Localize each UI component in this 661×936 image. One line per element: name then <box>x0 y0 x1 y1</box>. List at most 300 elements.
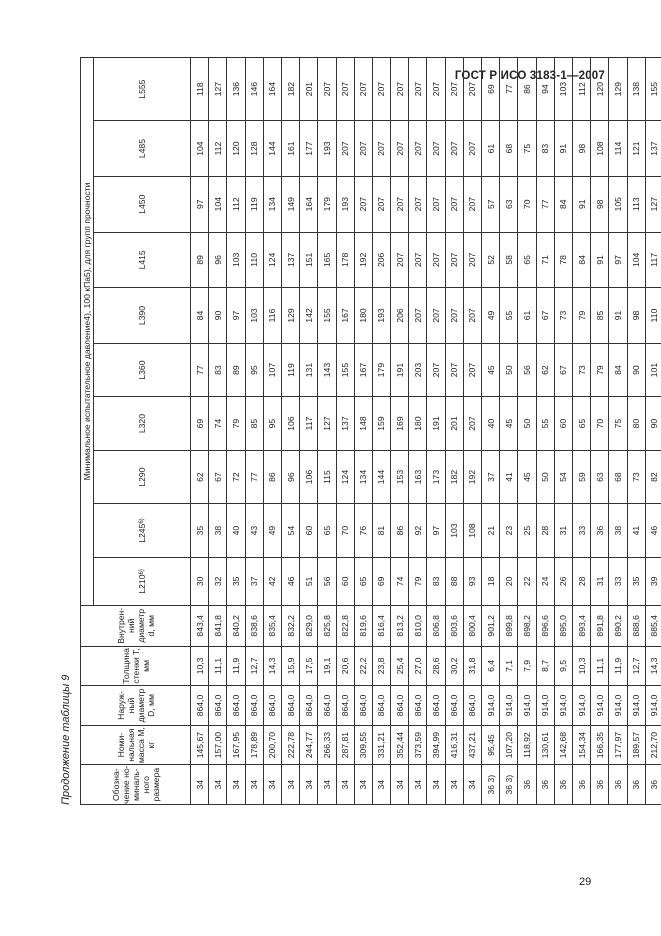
table-cell: 108 <box>591 121 609 177</box>
table-cell: 63 <box>591 450 609 504</box>
document-header: ГОСТ Р ИСО 3183-1—2007 <box>454 70 605 82</box>
table-cell: 97 <box>191 176 209 232</box>
header-designation: Обозна-чение но-миналь-ного размера <box>81 765 191 805</box>
table-cell: 11,9 <box>609 646 627 686</box>
table-cell: 825,8 <box>318 605 336 646</box>
table-cell: 34 <box>409 765 427 805</box>
table-cell: 103 <box>445 504 463 558</box>
table-cell: 864,0 <box>227 686 245 726</box>
table-cell: 77 <box>191 343 209 397</box>
table-cell: 34 <box>354 765 372 805</box>
table-cell: 62 <box>536 343 554 397</box>
table-cell: 207 <box>445 288 463 344</box>
table-cell: 206 <box>391 288 409 344</box>
table-cell: 192 <box>463 450 481 504</box>
table-cell: 898,2 <box>518 605 536 646</box>
table-cell: 117 <box>300 397 318 451</box>
table-cell: 153 <box>391 450 409 504</box>
table-cell: 164 <box>263 58 281 121</box>
table-cell: 178,89 <box>245 725 263 765</box>
table-cell: 36 3) <box>482 765 500 805</box>
table-cell: 60 <box>336 557 354 605</box>
table-cell: 67 <box>209 450 227 504</box>
table-cell: 437,21 <box>463 725 481 765</box>
table-cell: 129 <box>609 58 627 121</box>
table-cell: 73 <box>572 343 590 397</box>
table-cell: 65 <box>572 397 590 451</box>
table-cell: 207 <box>372 58 390 121</box>
table-row <box>609 58 627 805</box>
table-cell: 207 <box>445 58 463 121</box>
table-cell: 90 <box>627 343 645 397</box>
table-cell: 331,21 <box>372 725 390 765</box>
table-cell: 914,0 <box>627 686 645 726</box>
table-cell: 36 <box>536 765 554 805</box>
table-cell: 207 <box>354 176 372 232</box>
table-cell: 34 <box>227 765 245 805</box>
header-pressure-group: Минимальное испытательное давление4), 100 кПа5), для групп прочности <box>81 58 94 606</box>
table-cell: 31 <box>591 557 609 605</box>
table-cell: 114 <box>609 121 627 177</box>
table-cell: 88 <box>445 557 463 605</box>
table-cell: 201 <box>300 58 318 121</box>
table-cell: 896,6 <box>536 605 554 646</box>
table-cell: 207 <box>427 288 445 344</box>
table-cell: 207 <box>445 232 463 288</box>
table-row <box>572 58 590 805</box>
table-cell: 43 <box>245 504 263 558</box>
table-cell: 177 <box>300 121 318 177</box>
grade-label: L485 <box>137 139 147 159</box>
table-cell: 34 <box>336 765 354 805</box>
table-cell: 94 <box>536 58 554 121</box>
table-cell: 46 <box>645 504 661 558</box>
table-cell: 129 <box>281 288 299 344</box>
table-cell: 9,5 <box>554 646 572 686</box>
table-cell: 86 <box>263 450 281 504</box>
table-cell: 82 <box>645 450 661 504</box>
table-cell: 104 <box>209 176 227 232</box>
table-cell: 914,0 <box>572 686 590 726</box>
grade-header-l210 <box>94 557 191 605</box>
table-row <box>191 58 209 805</box>
table-cell: 15,9 <box>281 646 299 686</box>
table-cell: 34 <box>281 765 299 805</box>
table-cell: 148 <box>354 397 372 451</box>
table-cell: 103 <box>554 58 572 121</box>
table-cell: 207 <box>427 176 445 232</box>
table-cell: 895,0 <box>554 605 572 646</box>
table-cell: 222,78 <box>281 725 299 765</box>
table-cell: 169 <box>391 397 409 451</box>
table-cell: 207 <box>463 397 481 451</box>
table-cell: 30,2 <box>445 646 463 686</box>
table-row <box>391 58 409 805</box>
grade-footnote: 6) <box>139 518 145 524</box>
rotated-table-area <box>60 55 660 805</box>
table-cell: 159 <box>372 397 390 451</box>
grade-label: L450 <box>137 194 147 214</box>
table-cell: 12,7 <box>627 646 645 686</box>
grade-header-l415 <box>94 232 191 288</box>
table-cell: 157,00 <box>209 725 227 765</box>
table-row <box>263 58 281 805</box>
table-cell: 69 <box>482 58 500 121</box>
table-cell: 137 <box>336 397 354 451</box>
table-cell: 890,2 <box>609 605 627 646</box>
table-cell: 46 <box>281 557 299 605</box>
grade-header-l360 <box>94 343 191 397</box>
table-cell: 98 <box>591 176 609 232</box>
table-cell: 107,20 <box>500 725 518 765</box>
table-row <box>372 58 390 805</box>
table-cell: 108 <box>463 504 481 558</box>
table-cell: 33 <box>572 504 590 558</box>
table-cell: 75 <box>518 121 536 177</box>
table-cell: 79 <box>227 397 245 451</box>
table-cell: 40 <box>482 397 500 451</box>
table-cell: 864,0 <box>445 686 463 726</box>
table-row <box>427 58 445 805</box>
table-cell: 26 <box>554 557 572 605</box>
table-cell: 800,4 <box>463 605 481 646</box>
table-cell: 201 <box>445 397 463 451</box>
table-cell: 80 <box>627 397 645 451</box>
table-cell: 93 <box>463 557 481 605</box>
table-cell: 28 <box>572 557 590 605</box>
table-cell: 864,0 <box>391 686 409 726</box>
table-cell: 36 <box>518 765 536 805</box>
table-cell: 914,0 <box>536 686 554 726</box>
table-cell: 212,70 <box>645 725 661 765</box>
table-cell: 121 <box>627 121 645 177</box>
table-cell: 95 <box>245 343 263 397</box>
table-row <box>409 58 427 805</box>
table-cell: 62 <box>191 450 209 504</box>
table-cell: 57 <box>482 176 500 232</box>
table-cell: 167,95 <box>227 725 245 765</box>
table-cell: 180 <box>354 288 372 344</box>
table-cell: 119 <box>245 176 263 232</box>
table-cell: 77 <box>245 450 263 504</box>
table-cell: 207 <box>391 58 409 121</box>
grade-label: L360 <box>137 360 147 380</box>
table-cell: 34 <box>427 765 445 805</box>
table-cell: 60 <box>554 397 572 451</box>
table-cell: 207 <box>409 176 427 232</box>
table-cell: 182 <box>281 58 299 121</box>
table-cell: 179 <box>372 343 390 397</box>
table-cell: 207 <box>409 58 427 121</box>
table-cell: 85 <box>591 288 609 344</box>
table-cell: 74 <box>209 397 227 451</box>
table-cell: 97 <box>427 504 445 558</box>
table-cell: 191 <box>391 343 409 397</box>
table-cell: 91 <box>554 121 572 177</box>
table-cell: 207 <box>427 121 445 177</box>
table-cell: 91 <box>609 288 627 344</box>
table-cell: 85 <box>245 397 263 451</box>
table-cell: 207 <box>391 232 409 288</box>
table-cell: 31,8 <box>463 646 481 686</box>
table-cell: 30 <box>191 557 209 605</box>
table-cell: 835,4 <box>263 605 281 646</box>
table-cell: 207 <box>318 58 336 121</box>
table-cell: 32 <box>209 557 227 605</box>
table-cell: 19,1 <box>318 646 336 686</box>
table-cell: 864,0 <box>209 686 227 726</box>
table-cell: 864,0 <box>191 686 209 726</box>
table-cell: 10,3 <box>191 646 209 686</box>
table-cell: 49 <box>263 504 281 558</box>
table-cell: 816,4 <box>372 605 390 646</box>
table-cell: 58 <box>500 232 518 288</box>
table-cell: 207 <box>409 121 427 177</box>
table-cell: 54 <box>281 504 299 558</box>
table-row <box>336 58 354 805</box>
table-cell: 34 <box>318 765 336 805</box>
table-cell: 144 <box>263 121 281 177</box>
table-cell: 36 <box>609 765 627 805</box>
table-cell: 83 <box>209 343 227 397</box>
table-row <box>482 58 500 805</box>
grade-footnote: 6) <box>139 569 145 575</box>
table-cell: 45 <box>518 450 536 504</box>
table-cell: 65 <box>354 557 372 605</box>
table-cell: 266,33 <box>318 725 336 765</box>
table-row <box>281 58 299 805</box>
table-cell: 36 <box>554 765 572 805</box>
table-cell: 95 <box>263 397 281 451</box>
table-cell: 77 <box>536 176 554 232</box>
table-cell: 34 <box>300 765 318 805</box>
table-cell: 914,0 <box>645 686 661 726</box>
table-cell: 137 <box>645 121 661 177</box>
table-cell: 84 <box>554 176 572 232</box>
table-cell: 89 <box>191 232 209 288</box>
table-cell: 161 <box>281 121 299 177</box>
table-cell: 104 <box>191 121 209 177</box>
table-cell: 149 <box>281 176 299 232</box>
table-cell: 103 <box>245 288 263 344</box>
table-cell: 112 <box>227 176 245 232</box>
table-cell: 50 <box>536 450 554 504</box>
table-cell: 90 <box>645 397 661 451</box>
table-cell: 166,35 <box>591 725 609 765</box>
table-cell: 134 <box>354 450 372 504</box>
table-cell: 59 <box>572 450 590 504</box>
table-cell: 56 <box>318 557 336 605</box>
table-cell: 11,1 <box>209 646 227 686</box>
table-cell: 10,3 <box>572 646 590 686</box>
table-cell: 207 <box>463 58 481 121</box>
table-cell: 55 <box>500 288 518 344</box>
grade-header-l290 <box>94 450 191 504</box>
table-cell: 55 <box>536 397 554 451</box>
table-cell: 864,0 <box>409 686 427 726</box>
table-cell: 143 <box>318 343 336 397</box>
table-cell: 67 <box>554 343 572 397</box>
grade-header-l485 <box>94 121 191 177</box>
table-cell: 72 <box>227 450 245 504</box>
grade-header-l390 <box>94 288 191 344</box>
table-cell: 914,0 <box>518 686 536 726</box>
table-cell: 34 <box>463 765 481 805</box>
table-cell: 95,45 <box>482 725 500 765</box>
table-row <box>318 58 336 805</box>
pressure-table <box>80 57 661 805</box>
table-cell: 822,8 <box>336 605 354 646</box>
table-row <box>500 58 518 805</box>
table-cell: 22 <box>518 557 536 605</box>
table-cell: 116 <box>263 288 281 344</box>
table-cell: 819,6 <box>354 605 372 646</box>
table-cell: 193 <box>318 121 336 177</box>
table-cell: 68 <box>609 450 627 504</box>
table-cell: 145,67 <box>191 725 209 765</box>
table-cell: 810,0 <box>409 605 427 646</box>
table-cell: 20,6 <box>336 646 354 686</box>
table-cell: 163 <box>409 450 427 504</box>
table-cell: 7,1 <box>500 646 518 686</box>
table-cell: 840,2 <box>227 605 245 646</box>
header-mass: Номи-нальная масса М, кг <box>81 725 191 765</box>
table-cell: 36 <box>572 765 590 805</box>
table-cell: 12,7 <box>245 646 263 686</box>
table-cell: 155 <box>336 343 354 397</box>
table-cell: 34 <box>263 765 281 805</box>
table-cell: 416,31 <box>445 725 463 765</box>
table-cell: 117 <box>645 232 661 288</box>
table-cell: 8,7 <box>536 646 554 686</box>
table-cell: 56 <box>518 343 536 397</box>
table-row <box>354 58 372 805</box>
table-cell: 127 <box>209 58 227 121</box>
table-cell: 23,8 <box>372 646 390 686</box>
table-row <box>554 58 572 805</box>
table-cell: 96 <box>209 232 227 288</box>
table-cell: 193 <box>336 176 354 232</box>
table-cell: 35 <box>627 557 645 605</box>
table-cell: 70 <box>591 397 609 451</box>
table-row <box>645 58 661 805</box>
table-cell: 110 <box>245 232 263 288</box>
table-cell: 138 <box>627 58 645 121</box>
table-cell: 207 <box>409 232 427 288</box>
header-wall-thickness: Толщина стенки Т, мм <box>81 646 191 686</box>
table-cell: 891,8 <box>591 605 609 646</box>
table-cell: 885,4 <box>645 605 661 646</box>
table-cell: 86 <box>391 504 409 558</box>
table-cell: 83 <box>536 121 554 177</box>
table-cell: 287,81 <box>336 725 354 765</box>
table-cell: 98 <box>627 288 645 344</box>
grade-label: L555 <box>137 79 147 99</box>
table-cell: 36 3) <box>500 765 518 805</box>
table-cell: 38 <box>609 504 627 558</box>
table-cell: 28,6 <box>427 646 445 686</box>
table-cell: 207 <box>354 121 372 177</box>
table-cell: 914,0 <box>482 686 500 726</box>
table-cell: 106 <box>300 450 318 504</box>
table-cell: 51 <box>300 557 318 605</box>
table-cell: 843,4 <box>191 605 209 646</box>
table-cell: 92 <box>409 504 427 558</box>
table-cell: 112 <box>209 121 227 177</box>
table-cell: 164 <box>300 176 318 232</box>
table-cell: 83 <box>427 557 445 605</box>
table-cell: 207 <box>445 343 463 397</box>
table-cell: 832,2 <box>281 605 299 646</box>
table-cell: 142,68 <box>554 725 572 765</box>
table-cell: 39 <box>645 557 661 605</box>
table-cell: 179 <box>318 176 336 232</box>
table-cell: 33 <box>609 557 627 605</box>
table-cell: 97 <box>609 232 627 288</box>
table-row <box>536 58 554 805</box>
table-cell: 203 <box>409 343 427 397</box>
table-cell: 23 <box>500 504 518 558</box>
table-cell: 81 <box>372 504 390 558</box>
table-cell: 207 <box>463 176 481 232</box>
table-cell: 98 <box>572 121 590 177</box>
table-cell: 73 <box>554 288 572 344</box>
table-cell: 120 <box>591 58 609 121</box>
table-cell: 207 <box>427 343 445 397</box>
grade-header-l450 <box>94 176 191 232</box>
table-cell: 144 <box>372 450 390 504</box>
grade-label: L390 <box>137 305 147 326</box>
table-cell: 127 <box>318 397 336 451</box>
table-cell: 65 <box>318 504 336 558</box>
table-cell: 173 <box>427 450 445 504</box>
table-cell: 36 <box>645 765 661 805</box>
table-cell: 180 <box>409 397 427 451</box>
table-cell: 49 <box>482 288 500 344</box>
table-cell: 90 <box>209 288 227 344</box>
table-cell: 112 <box>572 58 590 121</box>
table-cell: 18 <box>482 557 500 605</box>
table-cell: 207 <box>354 58 372 121</box>
table-cell: 103 <box>227 232 245 288</box>
table-cell: 7,9 <box>518 646 536 686</box>
table-cell: 104 <box>627 232 645 288</box>
table-cell: 189,57 <box>627 725 645 765</box>
table-cell: 28 <box>536 504 554 558</box>
header-inner-diameter: Внутрен-ний диаметр d, мм <box>81 605 191 646</box>
table-cell: 207 <box>445 121 463 177</box>
table-cell: 191 <box>427 397 445 451</box>
table-cell: 106 <box>281 397 299 451</box>
table-cell: 42 <box>263 557 281 605</box>
table-cell: 864,0 <box>281 686 299 726</box>
table-cell: 86 <box>518 58 536 121</box>
table-cell: 35 <box>191 504 209 558</box>
table-cell: 131 <box>300 343 318 397</box>
table-cell: 151 <box>300 232 318 288</box>
table-cell: 373,59 <box>409 725 427 765</box>
table-cell: 207 <box>372 121 390 177</box>
table-cell: 207 <box>336 58 354 121</box>
table-cell: 31 <box>554 504 572 558</box>
table-cell: 137 <box>281 232 299 288</box>
table-cell: 914,0 <box>609 686 627 726</box>
table-cell: 206 <box>372 232 390 288</box>
table-cell: 84 <box>609 343 627 397</box>
table-cell: 67 <box>536 288 554 344</box>
table-cell: 61 <box>518 288 536 344</box>
table-row <box>300 58 318 805</box>
